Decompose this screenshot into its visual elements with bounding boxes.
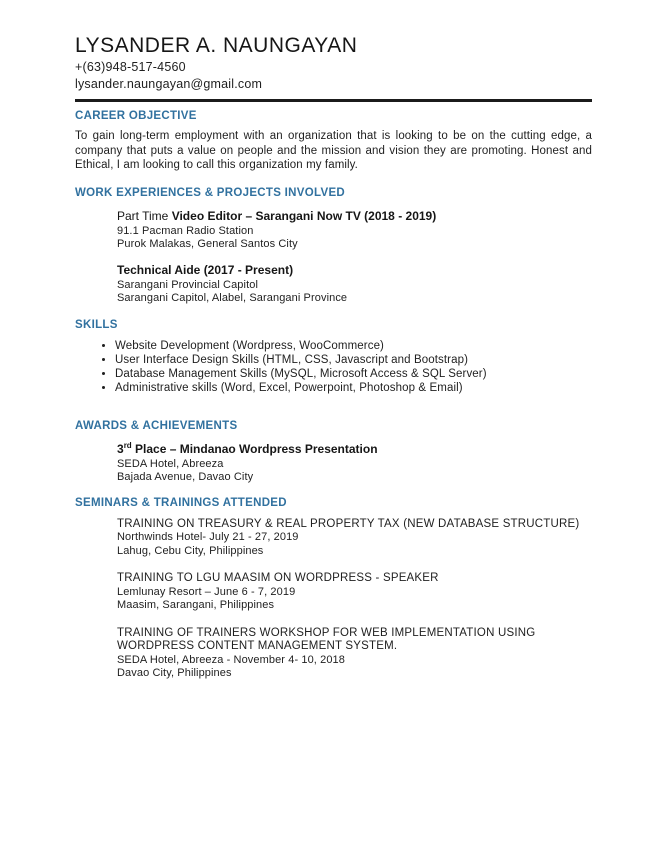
award-place-number: 3 (117, 441, 124, 456)
seminars-heading: SEMINARS & TRAININGS ATTENDED (75, 496, 287, 509)
seminar-title: TRAINING OF TRAINERS WORKSHOP FOR WEB IMPLEMENTATION USING WORDPRESS CONTENT MANAGEMENT SYSTEM. (117, 626, 536, 653)
award-entry (117, 442, 592, 485)
career-objective-text: To gain long-term employment with an organization that is looking to be on the cutting edge, a company that puts a value on people and the mission and vision they are promoting. Honest and Ethical, I am looking to call this organization my family. (75, 130, 592, 172)
person-name: LYSANDER A. NAUNGAYAN (75, 34, 358, 57)
seminar-venue-date: Northwinds Hotel- July 21 - 27, 2019 (117, 531, 299, 544)
seminar-location: Davao City, Philippines (117, 667, 232, 680)
phone-number: +(63)948-517-4560 (75, 60, 186, 75)
work-entry-title (117, 263, 592, 277)
section-work-experiences (75, 187, 592, 306)
seminar-title: TRAINING ON TREASURY & REAL PROPERTY TAX (NEW DATABASE STRUCTURE) (117, 517, 580, 530)
section-career-objective (75, 110, 592, 173)
email-address: lysander.naungayan@gmail.com (75, 77, 263, 92)
award-place-ordinal: rd (123, 440, 132, 450)
award-location: Bajada Avenue, Davao City (117, 471, 254, 484)
skills-list (95, 339, 592, 395)
work-entry-org: Sarangani Provincial Capitol (117, 278, 258, 291)
skills-heading: SKILLS (75, 318, 118, 331)
work-entry-title-main: Video Editor – Sarangani Now TV (2018 - 2019) (171, 208, 437, 223)
work-entry (117, 263, 592, 306)
seminar-entry (117, 572, 592, 613)
work-entry (117, 209, 592, 252)
awards-heading: AWARDS & ACHIEVEMENTS (75, 419, 238, 432)
section-skills (75, 319, 592, 395)
skill-item: • Database Management Skills (MySQL, Microsoft Access & SQL Server) (115, 367, 592, 381)
seminar-venue-date: SEDA Hotel, Abreeza - November 4- 10, 2018 (117, 653, 345, 666)
award-venue: SEDA Hotel, Abreeza (117, 457, 224, 470)
award-title-text: Place – Mindanao Wordpress Presentation (131, 441, 378, 456)
seminar-entry (117, 627, 592, 681)
seminar-entry (117, 518, 592, 559)
header-divider (75, 99, 592, 102)
seminar-venue-date: Lemlunay Resort – June 6 - 7, 2019 (117, 585, 296, 598)
career-objective-heading: CAREER OBJECTIVE (75, 110, 197, 123)
skill-item: • Website Development (Wordpress, WooCommerce) (115, 339, 592, 353)
work-entry-location: Purok Malakas, General Santos City (117, 238, 298, 251)
seminar-location: Maasim, Sarangani, Philippines (117, 599, 275, 612)
work-entry-title-main: Technical Aide (2017 - Present) (117, 262, 294, 277)
work-entry-title-prefix: Part Time (117, 208, 172, 223)
award-entry-title (117, 442, 592, 456)
section-awards (75, 420, 592, 485)
work-experiences-heading: WORK EXPERIENCES & PROJECTS INVOLVED (75, 186, 346, 199)
resume-header (75, 34, 592, 102)
work-entry-org: 91.1 Pacman Radio Station (117, 224, 254, 237)
section-seminars (75, 497, 592, 681)
work-entry-title (117, 209, 592, 223)
skill-item: • User Interface Design Skills (HTML, CSS, Javascript and Bootstrap) (115, 353, 592, 367)
seminar-title: TRAINING TO LGU MAASIM ON WORDPRESS - SPEAKER (117, 572, 439, 585)
work-entry-location: Sarangani Capitol, Alabel, Sarangani Province (117, 292, 348, 305)
skill-item: • Administrative skills (Word, Excel, Powerpoint, Photoshop & Email) (115, 381, 592, 395)
seminar-location: Lahug, Cebu City, Philippines (117, 544, 264, 557)
